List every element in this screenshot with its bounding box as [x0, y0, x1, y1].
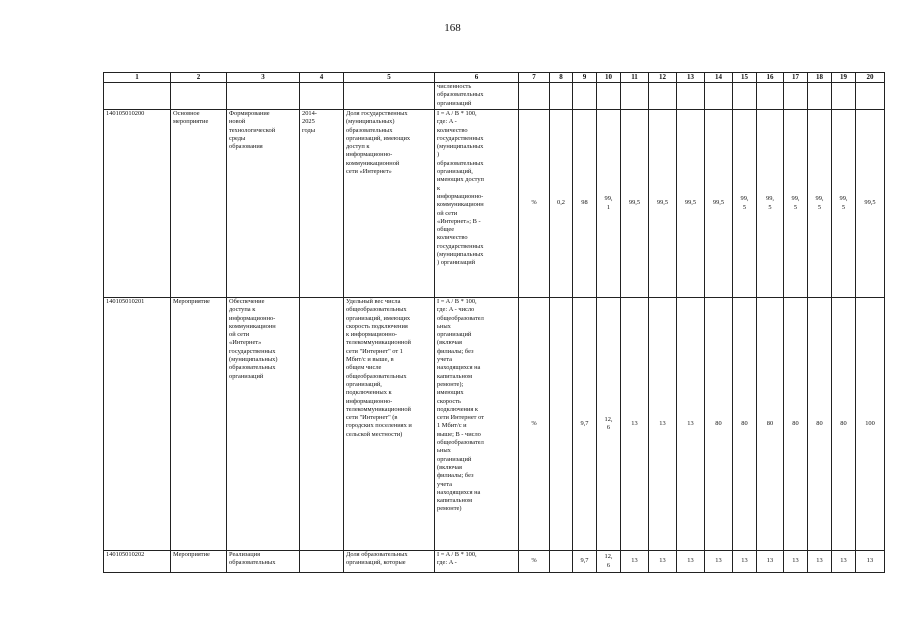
- value-cell: 98: [573, 110, 597, 298]
- value-cell: 9,7: [573, 551, 597, 573]
- value-cell: 99, 5: [808, 110, 832, 298]
- indicator-cell: Доля государственных (муниципальных) образовательных организаций, имеющих доступ к информационно- коммуникационной сети «Интернет»: [344, 110, 435, 298]
- period-cell: [300, 551, 344, 573]
- period-cell: [300, 298, 344, 551]
- column-header: 14: [705, 73, 733, 83]
- value-cell: 99,5: [677, 110, 705, 298]
- column-header: 1: [104, 73, 171, 83]
- value-cell: 13: [621, 298, 649, 551]
- type-cell: Основное мероприятие: [171, 110, 227, 298]
- value-cell: 13: [856, 551, 885, 573]
- value-cell: 80: [832, 298, 856, 551]
- table-row: [104, 110, 885, 298]
- value-cell: 13: [677, 551, 705, 573]
- name-cell: Обеспечение доступа к информационно- коммуникационн ой сети «Интернет» государственных (муниципальных) образовательных организаций: [227, 298, 300, 551]
- column-header: 4: [300, 73, 344, 83]
- name-cell: Реализация образовательных: [227, 551, 300, 573]
- table-row: [104, 298, 885, 551]
- value-cell: 99,5: [621, 110, 649, 298]
- value-cell: [649, 83, 677, 110]
- type-cell: Мероприятие: [171, 298, 227, 551]
- name-cell: Формирование новой технологической среды образования: [227, 110, 300, 298]
- value-cell: 99, 5: [784, 110, 808, 298]
- column-header: 5: [344, 73, 435, 83]
- table-row: [104, 551, 885, 573]
- value-cell: [733, 83, 757, 110]
- column-header: 15: [733, 73, 757, 83]
- column-header: 7: [519, 73, 550, 83]
- value-cell: 99, 5: [757, 110, 784, 298]
- value-cell: [550, 298, 573, 551]
- value-cell: 99, 1: [597, 110, 621, 298]
- value-cell: 13: [705, 551, 733, 573]
- indicator-table-container: [103, 72, 884, 573]
- unit-cell: %: [519, 298, 550, 551]
- value-cell: [573, 83, 597, 110]
- indicator-table: [103, 72, 885, 573]
- value-cell: 13: [784, 551, 808, 573]
- formula-cell: I = A / B * 100, где: A - число общеобразовател ьных организаций (включая филиалы; без учета находящихся на капитальном ремонте); имеющих скорость подключения к сети Интернет от 1 Мбит/с и выше; B - число общеобразовател ьных организаций (включая филиалы; без учета находящихся на капитальном ремонте): [435, 298, 519, 551]
- value-cell: 100: [856, 298, 885, 551]
- type-cell: [171, 83, 227, 110]
- column-header: 3: [227, 73, 300, 83]
- value-cell: [832, 83, 856, 110]
- value-cell: 9,7: [573, 298, 597, 551]
- value-cell: [784, 83, 808, 110]
- value-cell: 12, 6: [597, 551, 621, 573]
- column-header: 19: [832, 73, 856, 83]
- indicator-cell: Удельный вес числа общеобразовательных организаций, имеющих скорость подключения к информационно- телекоммуникационной сети "Интернет" от 1 Мбит/с и выше, в общем числе общеобразовательных организаций, подключенных к информационно- телекоммуникационной сети "Интернет" (в городских поселениях и сельской местности): [344, 298, 435, 551]
- value-cell: 13: [677, 298, 705, 551]
- column-header: 11: [621, 73, 649, 83]
- value-cell: 80: [733, 298, 757, 551]
- value-cell: 13: [733, 551, 757, 573]
- column-header: 17: [784, 73, 808, 83]
- period-cell: [300, 83, 344, 110]
- value-cell: 0,2: [550, 110, 573, 298]
- type-cell: Мероприятие: [171, 551, 227, 573]
- unit-cell: %: [519, 551, 550, 573]
- value-cell: [677, 83, 705, 110]
- formula-cell: I = A / B * 100, где: A -: [435, 551, 519, 573]
- formula-cell: численность образовательных организаций: [435, 83, 519, 110]
- value-cell: [856, 83, 885, 110]
- value-cell: 99,5: [856, 110, 885, 298]
- name-cell: [227, 83, 300, 110]
- value-cell: [808, 83, 832, 110]
- code-cell: 140105010202: [104, 551, 171, 573]
- column-header: 16: [757, 73, 784, 83]
- value-cell: [597, 83, 621, 110]
- indicator-cell: [344, 83, 435, 110]
- page-number: 168: [444, 22, 461, 34]
- column-header: 20: [856, 73, 885, 83]
- column-header: 9: [573, 73, 597, 83]
- column-header: 6: [435, 73, 519, 83]
- code-cell: 140105010200: [104, 110, 171, 298]
- value-cell: 13: [621, 551, 649, 573]
- value-cell: 13: [649, 551, 677, 573]
- value-cell: 12, 6: [597, 298, 621, 551]
- value-cell: [550, 83, 573, 110]
- value-cell: [757, 83, 784, 110]
- code-cell: 140105010201: [104, 298, 171, 551]
- table-row: [104, 83, 885, 110]
- column-header: 18: [808, 73, 832, 83]
- column-header: 8: [550, 73, 573, 83]
- indicator-cell: Доля образовательных организаций, которые: [344, 551, 435, 573]
- table-body: [104, 83, 885, 573]
- value-cell: 99, 5: [832, 110, 856, 298]
- value-cell: 13: [808, 551, 832, 573]
- value-cell: 80: [705, 298, 733, 551]
- value-cell: 13: [649, 298, 677, 551]
- column-header: 10: [597, 73, 621, 83]
- unit-cell: [519, 83, 550, 110]
- column-header: 12: [649, 73, 677, 83]
- value-cell: [550, 551, 573, 573]
- value-cell: 99,5: [649, 110, 677, 298]
- value-cell: 13: [757, 551, 784, 573]
- value-cell: 99,5: [705, 110, 733, 298]
- period-cell: 2014- 2025 годы: [300, 110, 344, 298]
- column-header: 13: [677, 73, 705, 83]
- value-cell: 99, 5: [733, 110, 757, 298]
- column-header: 2: [171, 73, 227, 83]
- value-cell: 13: [832, 551, 856, 573]
- value-cell: 80: [757, 298, 784, 551]
- unit-cell: %: [519, 110, 550, 298]
- value-cell: [621, 83, 649, 110]
- value-cell: 80: [784, 298, 808, 551]
- value-cell: 80: [808, 298, 832, 551]
- formula-cell: I = A / B * 100, где: A - количество государственных (муниципальных ) образовательных организаций, имеющих доступ к информационно- коммуникационн ой сети «Интернет»; B - общее количество государственных (муниципальных ) организаций: [435, 110, 519, 298]
- value-cell: [705, 83, 733, 110]
- header-row: [104, 73, 885, 83]
- code-cell: [104, 83, 171, 110]
